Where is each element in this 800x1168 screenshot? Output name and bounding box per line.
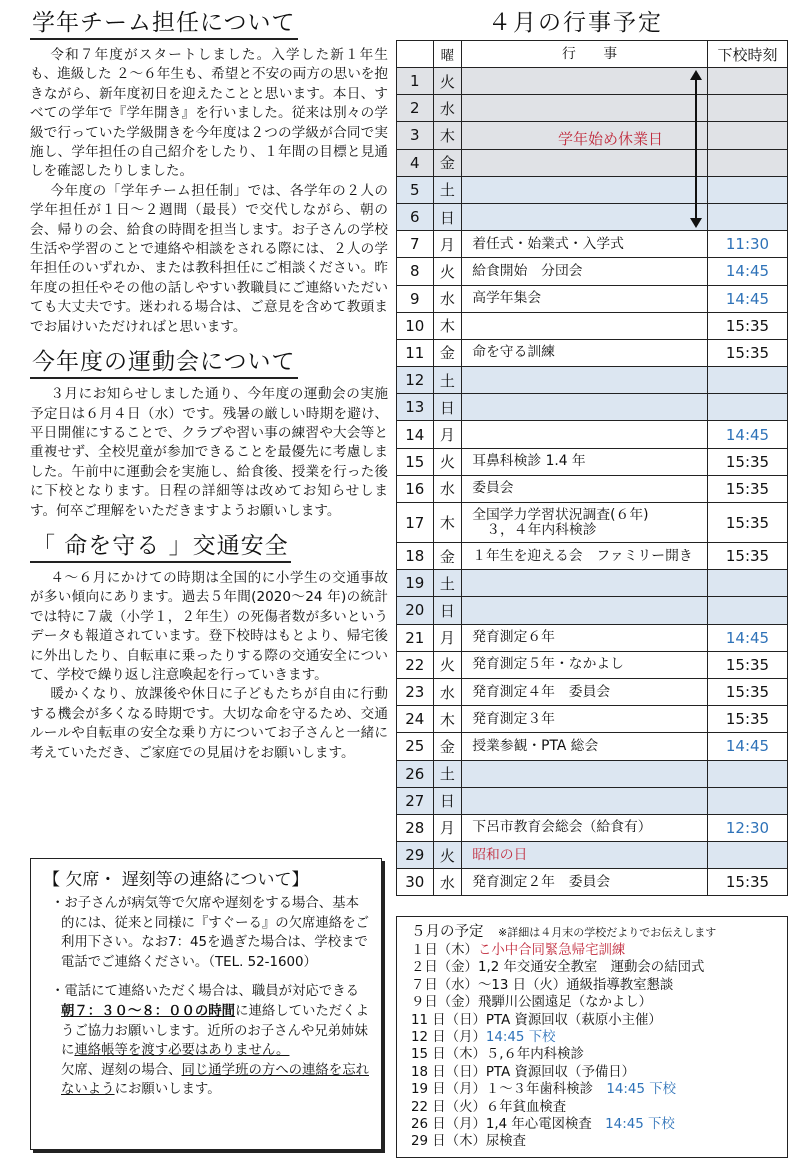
table-row — [397, 394, 788, 421]
table-row — [397, 869, 788, 896]
cell-e: １年生を迎える会 ファミリー開き — [462, 543, 708, 570]
table-row — [397, 258, 788, 285]
contact-title: 【 欠席・ 遅刻等の連絡について】 — [43, 870, 309, 890]
schedule-title: ４月の行事予定 — [488, 10, 663, 36]
cell-e — [462, 787, 708, 814]
table-row — [397, 597, 788, 624]
cell-e — [462, 95, 708, 122]
cell-w: 日 — [433, 203, 462, 230]
cell-d: 8 — [397, 258, 434, 285]
cell-e — [462, 149, 708, 176]
cell-e: 着任式・始業式・入学式 — [462, 231, 708, 258]
cell-d: 1 — [397, 68, 434, 95]
cell-d: 7 — [397, 231, 434, 258]
cell-w: 木 — [433, 122, 462, 149]
cell-t: 15:35 — [707, 706, 787, 733]
cell-e — [462, 312, 708, 339]
cell-t: 14:45 — [707, 258, 787, 285]
table-row — [397, 176, 788, 203]
cell-t — [707, 176, 787, 203]
cell-t: 15:35 — [707, 678, 787, 705]
cell-t: 15:35 — [707, 869, 787, 896]
table-row — [397, 203, 788, 230]
cell-d: 29 — [397, 842, 434, 869]
table-row — [397, 814, 788, 841]
cell-d: 12 — [397, 367, 434, 394]
cell-e: 耳鼻科検診 1.4 年 — [462, 448, 708, 475]
section-title-team-teacher: 学年チーム担任について — [30, 4, 298, 40]
cell-d: 10 — [397, 312, 434, 339]
absence-contact-box — [30, 858, 382, 1150]
table-row — [397, 367, 788, 394]
section-title-traffic-safety: 「 命を守る 」交通安全 — [30, 527, 291, 563]
section-title-sports-day: 今年度の運動会について — [30, 343, 298, 379]
column-header: 曜 — [433, 41, 462, 68]
cell-w: 木 — [433, 706, 462, 733]
cell-t — [707, 203, 787, 230]
cell-w: 月 — [433, 231, 462, 258]
table-row — [397, 231, 788, 258]
cell-w: 金 — [433, 339, 462, 366]
cell-t — [707, 122, 787, 149]
table-row — [397, 503, 788, 543]
cell-w: 水 — [433, 285, 462, 312]
cell-w: 金 — [433, 149, 462, 176]
table-header — [397, 41, 788, 68]
cell-t: 14:45 — [707, 733, 787, 760]
table-row — [397, 149, 788, 176]
cell-d: 6 — [397, 203, 434, 230]
cell-d: 26 — [397, 760, 434, 787]
list-item: ７日（水）～13 日（火）通級指導教室懇談 — [411, 977, 674, 993]
cell-t — [707, 842, 787, 869]
table-row — [397, 68, 788, 95]
cell-d: 15 — [397, 448, 434, 475]
list-item: ９日（金）飛騨川公園遠足（なかよし） — [411, 995, 653, 1011]
contact-bullet-2: ・電話にて連絡いただく場合は、職員が対応できる 朝７：３０～８：００の時間に連絡していただくようご協力お願いします。近所のお子さんや兄弟姉妹に連絡帳等を渡す必要はありません。 — [51, 984, 369, 1059]
cell-w: 日 — [433, 787, 462, 814]
list-item: 26 日（月）1,4 年心電図検査 14:45 下校 — [411, 1117, 675, 1133]
cell-w: 金 — [433, 543, 462, 570]
table-row — [397, 312, 788, 339]
cell-d: 4 — [397, 149, 434, 176]
cell-d: 27 — [397, 787, 434, 814]
cell-e: 委員会 — [462, 475, 708, 502]
cell-e: 高学年集会 — [462, 285, 708, 312]
cell-t — [707, 394, 787, 421]
cell-t — [707, 597, 787, 624]
paragraph: ４～６月にかけての時期は全国的に小学生の交通事故が多い傾向にあります。過去５年間(2020～24 年)の統計では特に７歳（小学１，２年生）の死傷者数が多いというデータも報道されています。登下校時はもとより、帰宅後に外出したり、自転車に乗ったりする際の交通安全について、学校で繰り返し注意喚起を行っていきます。 — [30, 569, 388, 683]
list-item: 29 日（木）尿検査 — [411, 1134, 527, 1150]
table-row — [397, 787, 788, 814]
left-column — [28, 4, 388, 763]
cell-t: 14:45 — [707, 624, 787, 651]
list-item: ２日（金）1,2 年交通安全教室 運動会の結団式 — [411, 960, 705, 976]
table-row — [397, 95, 788, 122]
paragraph: 暖かくなり、放課後や休日に子どもたちが自由に行動する機会が多くなる時期です。大切な命を守るため、交通ルールや自転車の安全な乗り方についてお子さんと一緒に考えていただき、ご家庭での見届けをお願いします。 — [30, 686, 388, 761]
list-item: １日（木）こ小中合同緊急帰宅訓練 — [411, 943, 626, 958]
cell-e — [462, 203, 708, 230]
cell-t — [707, 760, 787, 787]
cell-w: 火 — [433, 258, 462, 285]
cell-d: 18 — [397, 543, 434, 570]
table-row — [397, 339, 788, 366]
cell-w: 土 — [433, 367, 462, 394]
table-row — [397, 475, 788, 502]
cell-d: 30 — [397, 869, 434, 896]
cell-t: 12:30 — [707, 814, 787, 841]
cell-d: 17 — [397, 503, 434, 543]
cell-t — [707, 367, 787, 394]
cell-w: 日 — [433, 597, 462, 624]
may-schedule-box — [396, 916, 788, 1158]
cell-t: 15:35 — [707, 651, 787, 678]
paragraph: 令和７年度がスタートしました。入学した新１年生も、進級した ２～６年生も、希望と不安の両方の思いを抱きながら、新年度初日を迎えたことと思います。本日、すべての学年で『学年開き』を行いました。従来は別々の学級で行っていた学級開きを今年度は２つの学級が合同で実施し、学年担任の自己紹介をしたり、１年間の目標と見通しを確認したりしました。 — [30, 47, 388, 180]
cell-t — [707, 68, 787, 95]
cell-e — [462, 367, 708, 394]
paragraph: ３月にお知らせしました通り、今年度の運動会の実施予定日は６月４日（水）です。残暑の厳しい時期を避け、平日開催にすることで、クラブや習い事の練習や大会等と重複せず、全校児童が参加できることを最優先に考慮しました。午前中に運動会を実施し、給食後、授業を行った後に下校となります。日程の詳細等は改めてお知らせします。何卒ご理解をいただきますようお願いします。 — [30, 386, 388, 519]
cell-e — [462, 176, 708, 203]
list-item: 22 日（火）６年貧血検査 — [411, 1099, 567, 1115]
cell-d: 23 — [397, 678, 434, 705]
cell-w: 火 — [433, 651, 462, 678]
cell-t — [707, 149, 787, 176]
cell-d: 21 — [397, 624, 434, 651]
cell-e: 発育測定６年 — [462, 624, 708, 651]
cell-w: 火 — [433, 68, 462, 95]
cell-t: 15:35 — [707, 312, 787, 339]
cell-e: 発育測定３年 — [462, 706, 708, 733]
cell-t: 14:45 — [707, 285, 787, 312]
may-list — [397, 942, 787, 1151]
table-row — [397, 570, 788, 597]
list-item: 19 日（月）１～３年歯科検診 14:45 下校 — [411, 1082, 677, 1098]
table-row — [397, 706, 788, 733]
list-item: 18 日（日）PTA 資源回収（予備日） — [411, 1064, 636, 1080]
cell-e — [462, 570, 708, 597]
table-row — [397, 421, 788, 448]
cell-t — [707, 787, 787, 814]
cell-w: 月 — [433, 421, 462, 448]
cell-e: 下呂市教育会総会（給食有） — [462, 814, 708, 841]
cell-w: 木 — [433, 503, 462, 543]
cell-d: 2 — [397, 95, 434, 122]
cell-w: 土 — [433, 570, 462, 597]
column-header — [397, 41, 434, 68]
cell-d: 14 — [397, 421, 434, 448]
may-title: ５月の予定 ※詳細は４月末の学校だよりでお伝えします — [411, 924, 717, 940]
cell-e: 授業参観・PTA 総会 — [462, 733, 708, 760]
closure-label: 学年始め休業日 — [558, 130, 664, 148]
cell-e: 命を守る訓練 — [462, 339, 708, 366]
cell-w: 日 — [433, 394, 462, 421]
cell-d: 19 — [397, 570, 434, 597]
paragraph: 今年度の「学年チーム担任制」では、各学年の２人の学年担任が１日～２週間（最長）で交代しながら、朝の会、帰りの会、給食の時間を担当します。お子さんの学校生活や学習のことで連絡や相談をされる際には、２人の学年担任のいずれか、または教科担任にご相談ください。昨年度の担任やその他の話しやすい教職員にご連絡いただいても大丈夫です。迷われる場合は、ご意見を含めて教頭までお届けいただければと思います。 — [30, 182, 388, 335]
cell-e: 給食開始 分団会 — [462, 258, 708, 285]
cell-t: 15:35 — [707, 339, 787, 366]
cell-d: 25 — [397, 733, 434, 760]
cell-e: 発育測定２年 委員会 — [462, 869, 708, 896]
cell-e — [462, 760, 708, 787]
cell-w: 月 — [433, 814, 462, 841]
cell-e — [462, 597, 708, 624]
table-row — [397, 651, 788, 678]
cell-t — [707, 570, 787, 597]
table-row — [397, 543, 788, 570]
cell-d: 13 — [397, 394, 434, 421]
contact-bullet-1: ・お子さんが病気等で欠席や遅刻をする場合、基本的には、従来と同様に『すぐーる』の欠席連絡をご利用下さい。なお7：45を過ぎた場合は、学校まで電話でご連絡ください。（TEL. 52-1600） — [51, 896, 369, 970]
cell-e — [462, 394, 708, 421]
cell-w: 水 — [433, 95, 462, 122]
cell-w: 月 — [433, 624, 462, 651]
cell-w: 火 — [433, 842, 462, 869]
cell-d: 11 — [397, 339, 434, 366]
column-header: 下校時刻 — [707, 41, 787, 68]
cell-t: 15:35 — [707, 448, 787, 475]
cell-w: 土 — [433, 760, 462, 787]
cell-w: 火 — [433, 448, 462, 475]
cell-t: 15:35 — [707, 475, 787, 502]
cell-t: 14:45 — [707, 421, 787, 448]
cell-d: 24 — [397, 706, 434, 733]
cell-e — [462, 421, 708, 448]
table-row — [397, 678, 788, 705]
cell-e — [462, 68, 708, 95]
cell-w: 木 — [433, 312, 462, 339]
table-row — [397, 760, 788, 787]
list-item: 15 日（木）５,６年内科検診 — [411, 1047, 584, 1063]
double-arrow-icon — [688, 70, 704, 228]
cell-e: 昭和の日 — [462, 842, 708, 869]
april-schedule-table — [396, 40, 788, 896]
cell-e: 発育測定５年・なかよし — [462, 651, 708, 678]
cell-d: 28 — [397, 814, 434, 841]
cell-d: 3 — [397, 122, 434, 149]
cell-t: 11:30 — [707, 231, 787, 258]
table-row — [397, 448, 788, 475]
cell-d: 16 — [397, 475, 434, 502]
cell-w: 水 — [433, 678, 462, 705]
contact-bullet-3: 欠席、遅刻の場合、同じ通学班の方への連絡を忘れないようにお願いします。 — [61, 1062, 369, 1098]
cell-d: 9 — [397, 285, 434, 312]
cell-w: 金 — [433, 733, 462, 760]
cell-t: 15:35 — [707, 503, 787, 543]
table-row — [397, 842, 788, 869]
cell-w: 水 — [433, 869, 462, 896]
cell-e: 発育測定４年 委員会 — [462, 678, 708, 705]
cell-e: 全国学力学習状況調査(６年) ３，４年内科検診 — [462, 503, 708, 543]
cell-d: 5 — [397, 176, 434, 203]
column-header: 行 事 — [462, 41, 708, 68]
cell-d: 20 — [397, 597, 434, 624]
cell-w: 水 — [433, 475, 462, 502]
cell-d: 22 — [397, 651, 434, 678]
table-row — [397, 733, 788, 760]
cell-t: 15:35 — [707, 543, 787, 570]
cell-t — [707, 95, 787, 122]
list-item: 12 日（月）14:45 下校 — [411, 1030, 556, 1046]
table-row — [397, 285, 788, 312]
list-item: 11 日（日）PTA 資源回収（萩原小主催） — [411, 1012, 662, 1028]
table-row — [397, 624, 788, 651]
cell-w: 土 — [433, 176, 462, 203]
